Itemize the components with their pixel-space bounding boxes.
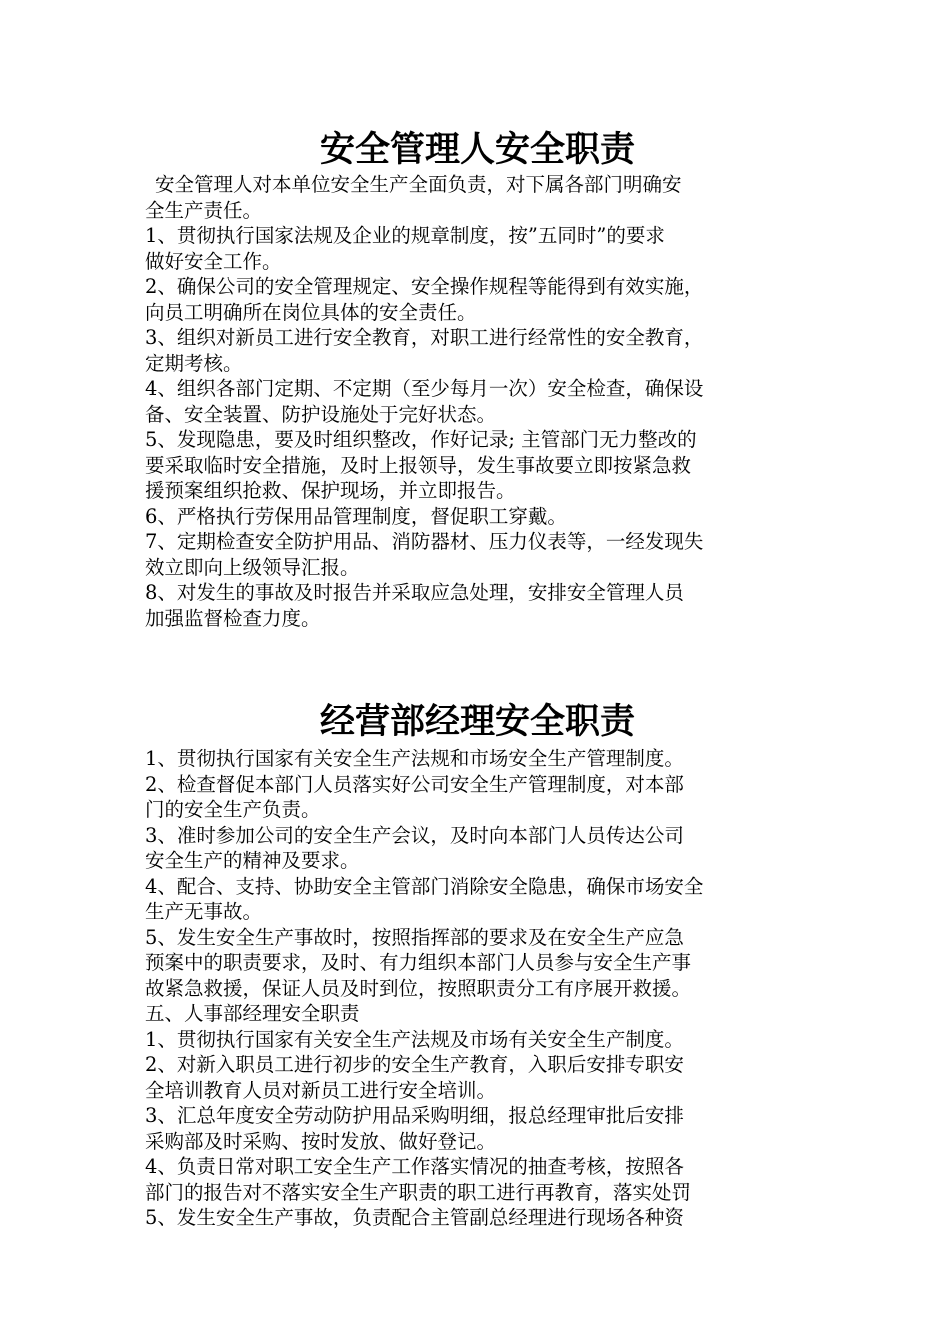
- paragraph-line: 5、发现隐患，要及时组织整改，作好记录; 主管部门无力整改的: [145, 428, 697, 451]
- paragraph-line: 1、贯彻执行国家有关安全生产法规和市场安全生产管理制度。: [145, 747, 684, 770]
- paragraph-line: 做好安全工作。: [145, 249, 282, 273]
- paragraph-line: 6、严格执行劳保用品管理制度，督促职工穿戴。: [145, 504, 567, 528]
- paragraph-line: 定期考核。: [145, 351, 243, 375]
- paragraph-line: 全生产责任。: [145, 198, 263, 222]
- paragraph-line: 4、负责日常对职工安全生产工作落实情况的抽查考核，按照各: [145, 1155, 684, 1178]
- paragraph-line: 预案中的职责要求，及时、有力组织本部门人员参与安全生产事: [145, 951, 692, 974]
- paragraph-line: 1、贯彻执行国家有关安全生产法规及市场有关安全生产制度。: [145, 1027, 684, 1051]
- paragraph-line: 4、配合、支持、协助安全主管部门消除安全隐患，确保市场安全: [145, 874, 704, 898]
- section-body: [145, 746, 810, 1231]
- paragraph-line: 安全管理人对本单位安全生产全面负责，对下属各部门明确安: [155, 173, 682, 196]
- paragraph-line: 2、对新入职员工进行初步的安全生产教育，入职后安排专职安: [145, 1053, 684, 1076]
- paragraph-line: 3、汇总年度安全劳动防护用品采购明细，报总经理审批后安排: [145, 1104, 684, 1127]
- paragraph-line: 3、准时参加公司的安全生产会议，及时向本部门人员传达公司: [145, 823, 684, 847]
- paragraph-line: 1、贯彻执行国家法规及企业的规章制度，按”五同时”的要求: [145, 224, 665, 247]
- paragraph-line: 2、检查督促本部门人员落实好公司安全生产管理制度，对本部: [145, 772, 684, 796]
- paragraph-line: 2、确保公司的安全管理规定、安全操作规程等能得到有效实施，: [145, 275, 704, 298]
- paragraph-line: 加强监督检查力度。: [145, 606, 321, 630]
- paragraph-line: 故紧急救援，保证人员及时到位，按照职责分工有序展开救援。: [145, 976, 692, 1000]
- paragraph-line: 门的安全生产负责。: [145, 798, 321, 821]
- section-title: 经营部经理安全职责: [319, 701, 635, 742]
- paragraph-line: 安全生产的精神及要求。: [145, 849, 360, 872]
- section-body: [145, 172, 810, 631]
- paragraph-line: 向员工明确所在岗位具体的安全责任。: [145, 300, 477, 324]
- paragraph-line: 五、人事部经理安全职责: [145, 1002, 360, 1025]
- paragraph-line: 5、发生安全生产事故，负责配合主管副总经理进行现场各种资: [145, 1206, 684, 1229]
- section-safety-manager: [145, 128, 810, 631]
- paragraph-line: 采购部及时采购、按时发放、做好登记。: [145, 1129, 497, 1153]
- paragraph-line: 8、对发生的事故及时报告并采取应急处理，安排安全管理人员: [145, 581, 684, 604]
- paragraph-line: 要采取临时安全措施，及时上报领导，发生事故要立即按紧急救: [145, 453, 692, 477]
- section-business-manager: [145, 700, 810, 1231]
- paragraph-line: 效立即向上级领导汇报。: [145, 555, 360, 579]
- paragraph-line: 援预案组织抢救、保护现场，并立即报告。: [145, 479, 516, 502]
- paragraph-line: 全培训教育人员对新员工进行安全培训。: [145, 1078, 497, 1102]
- paragraph-line: 7、定期检查安全防护用品、消防器材、压力仪表等，一经发现失: [145, 530, 704, 553]
- section-title: 安全管理人安全职责: [319, 129, 635, 170]
- paragraph-line: 5、发生安全生产事故时，按照指挥部的要求及在安全生产应急: [145, 925, 684, 949]
- paragraph-line: 备、安全装置、防护设施处于完好状态。: [145, 402, 497, 426]
- paragraph-line: 3、组织对新员工进行安全教育，对职工进行经常性的安全教育，: [145, 326, 704, 349]
- paragraph-line: 4、组织各部门定期、不定期（至少每月一次）安全检查，确保设: [145, 377, 704, 400]
- paragraph-line: 部门的报告对不落实安全生产职责的职工进行再教育，落实处罚: [145, 1180, 692, 1204]
- paragraph-line: 生产无事故。: [145, 900, 263, 923]
